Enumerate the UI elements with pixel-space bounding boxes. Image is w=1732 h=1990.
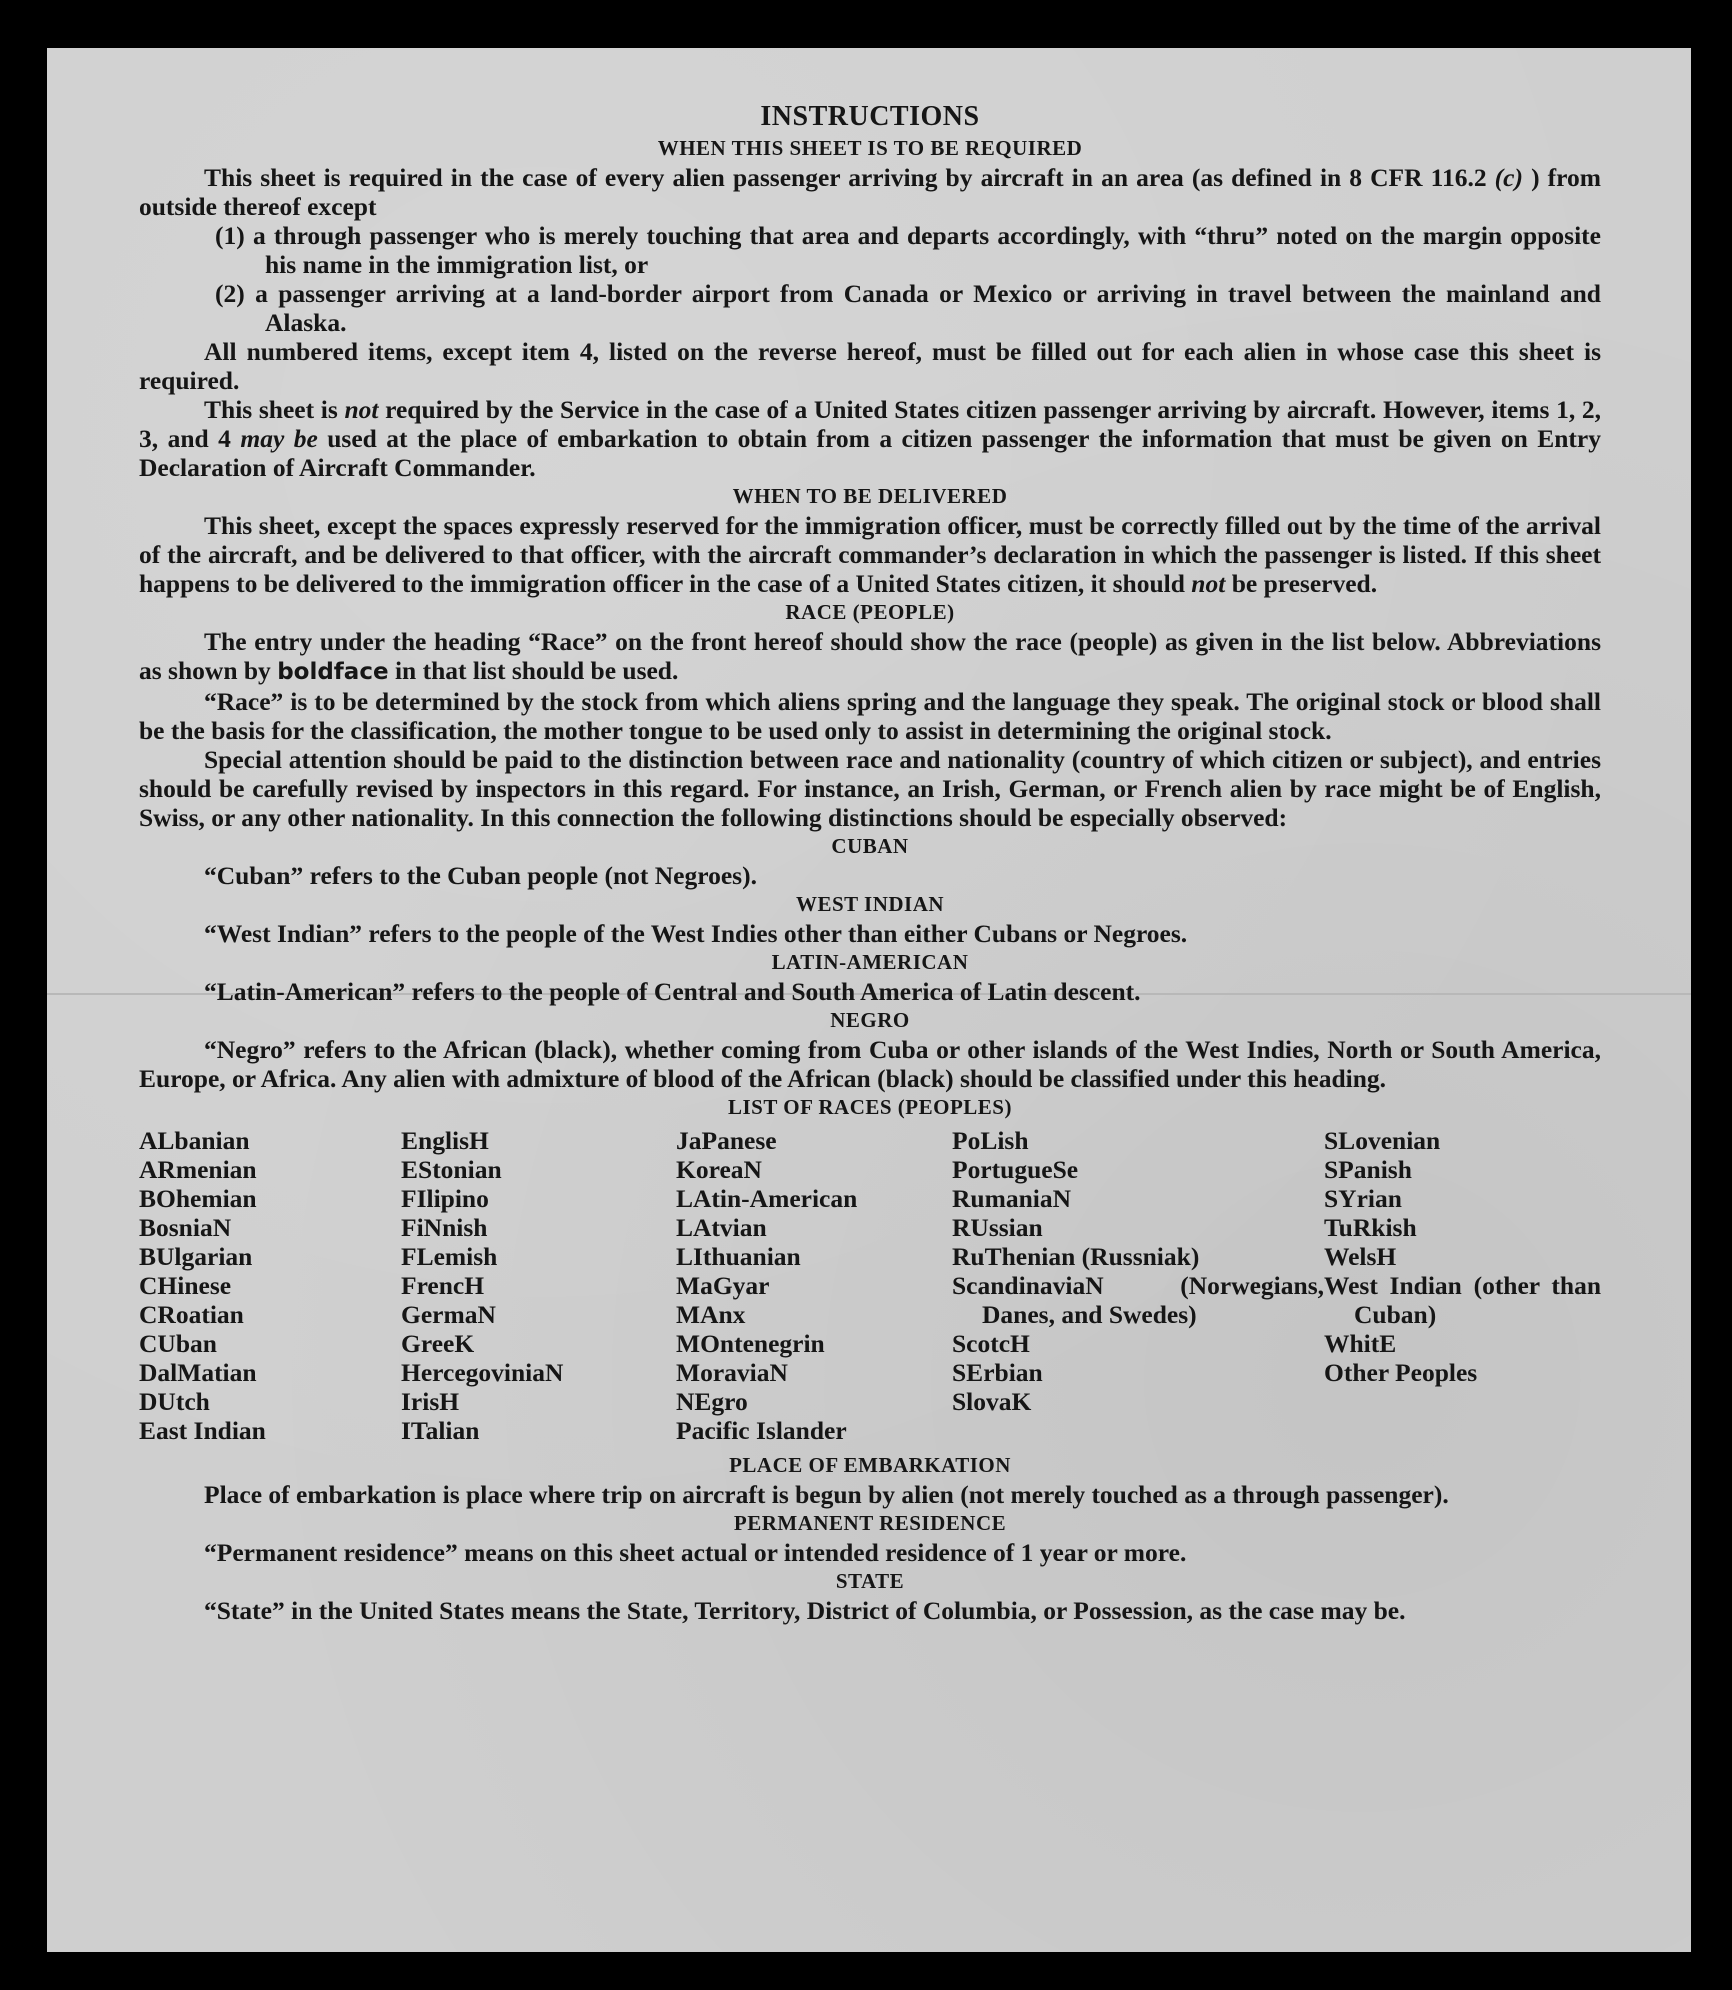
race-entry: DalMatian [139, 1358, 257, 1387]
race-entry: SlovaK [952, 1387, 1032, 1416]
text-run: Special attention should be paid to the distinction between race and nationality (country of which citizen or subject), and entries should be carefully revised by inspectors in this regard. For instance, an Irish, German, or French alien by race might be of English, Swiss, or any other nationality. In this connection the following distinctions should be especially observed: [139, 745, 1601, 832]
italic-text: (c) [1494, 163, 1523, 192]
race-entry: Pacific Islander [676, 1416, 847, 1445]
race-entry: CHinese [139, 1271, 232, 1300]
race-entry: MoraviaN [676, 1358, 788, 1387]
paragraph [139, 977, 1601, 1006]
section-heading: PERMANENT RESIDENCE [733, 1511, 1007, 1535]
race-entry: GermaN [401, 1300, 496, 1329]
race-entry: BOhemian [139, 1184, 257, 1213]
paragraph [139, 745, 1601, 832]
races-column [1324, 1126, 1601, 1445]
text-run: in that list should be used. [388, 656, 679, 685]
text-run: used at the place of embarkation to obtain from a citizen passenger the information that must be given on Entry Declaration of Aircraft Commander. [139, 424, 1601, 482]
paragraph [139, 1596, 1601, 1625]
text-run: This sheet, except the spaces expressly reserved for the immigration officer, must be correctly filled out by the time of the arrival of the aircraft, and be delivered to that officer, with the aircraft commander’s declaration in which the passenger is listed. If this sheet happens to be delivered to the immigration officer in the case of a United States citizen, it should [139, 511, 1601, 598]
section-heading: STATE [835, 1569, 905, 1593]
race-entry: MAnx [676, 1300, 746, 1329]
race-entry: FiNnish [401, 1213, 488, 1242]
section-heading: WHEN TO BE DELIVERED [732, 484, 1008, 508]
section-heading: CUBAN [831, 834, 909, 858]
race-entry: NEgro [676, 1387, 748, 1416]
race-entry: IrisH [401, 1387, 460, 1416]
paragraph [139, 1035, 1601, 1093]
paragraph [139, 511, 1601, 598]
text-run: All numbered items, except item 4, listed on the reverse hereof, must be filled out for each alien in whose case this sheet is required. [139, 337, 1601, 395]
race-entry: JaPanese [676, 1126, 777, 1155]
section-heading: RACE (PEOPLE) [785, 600, 955, 624]
race-entry: WhitE [1324, 1329, 1397, 1358]
race-entry: EnglisH [401, 1126, 489, 1155]
italic-text: not [344, 395, 379, 424]
race-entry: ScandinaviaN (Norwegians, Danes, and Swedes) [952, 1271, 1324, 1329]
sections-before-list [139, 134, 1601, 1093]
race-entry: ITalian [401, 1416, 480, 1445]
races-column [401, 1126, 676, 1445]
text-run: The entry under the heading “Race” on the front hereof should show the race (people) as given in the list below. Abbreviations as shown by [139, 627, 1601, 685]
text-run: ) from outside thereof except [139, 163, 1601, 221]
paragraph [139, 1538, 1601, 1567]
race-entry: RUssian [952, 1213, 1043, 1242]
race-entry: WelsH [1324, 1242, 1397, 1271]
race-entry: FrencH [401, 1271, 485, 1300]
race-entry: MaGyar [676, 1271, 770, 1300]
instructions-content [139, 100, 1601, 1625]
race-entry: CRoatian [139, 1300, 244, 1329]
section-heading: NEGRO [830, 1008, 910, 1032]
paragraph [139, 1480, 1601, 1509]
race-entry: East Indian [139, 1416, 266, 1445]
race-entry: TuRkish [1324, 1213, 1417, 1242]
race-entry: SLovenian [1324, 1126, 1441, 1155]
race-entry: LAtin-American [676, 1184, 858, 1213]
sections-after-list [139, 1451, 1601, 1625]
race-entry: PoLish [952, 1126, 1029, 1155]
race-entry: CUban [139, 1329, 217, 1358]
text-run: be preserved. [1225, 569, 1378, 598]
race-entry: West Indian (other than Cuban) [1324, 1271, 1601, 1329]
race-entry: LAtvian [676, 1213, 767, 1242]
race-entry: ALbanian [139, 1126, 250, 1155]
page-title: INSTRUCTIONS [760, 101, 980, 132]
race-entry: BUlgarian [139, 1242, 253, 1271]
race-entry: RuThenian (Russniak) [952, 1242, 1200, 1271]
italic-text: may be [240, 424, 318, 453]
exception-item: (2) a passenger arriving at a land-border airport from Canada or Mexico or arriving in travel between the mainland and Alaska. [215, 279, 1601, 337]
race-entry: FIlipino [401, 1184, 489, 1213]
race-entry: LIthuanian [676, 1242, 801, 1271]
race-entry: HercegoviniaN [401, 1358, 564, 1387]
exception-item: (1) a through passenger who is merely touching that area and departs accordingly, with “thru” noted on the margin opposite his name in the immigration list, or [215, 221, 1601, 279]
race-entry: SErbian [952, 1358, 1043, 1387]
text-run: “West Indian” refers to the people of the West Indies other than either Cubans or Negroes. [204, 919, 1188, 948]
text-run: “Race” is to be determined by the stock from which aliens spring and the language they speak. The original stock or blood shall be the basis for the classification, the mother tongue to be used only to assist in determining the original stock. [139, 687, 1601, 745]
text-run: “Latin-American” refers to the people of Central and South America of Latin descent. [204, 977, 1141, 1006]
italic-text: not [1191, 569, 1226, 598]
paragraph [139, 395, 1601, 482]
text-run: required by the Service in the case of a United States citizen passenger arriving by aircraft. However, items 1, 2, 3, and 4 [139, 395, 1601, 453]
text-run: “State” in the United States means the State, Territory, District of Columbia, or Possession, as the case may be. [204, 1596, 1406, 1625]
text-run: “Cuban” refers to the Cuban people (not Negroes). [204, 861, 757, 890]
section-heading: LATIN-AMERICAN [771, 950, 969, 974]
race-entry: SYrian [1324, 1184, 1402, 1213]
paragraph [139, 861, 1601, 890]
text-run: This sheet is [204, 395, 345, 424]
text-run: boldface [277, 659, 389, 685]
race-entry: FLemish [401, 1242, 498, 1271]
race-entry: BosniaN [139, 1213, 232, 1242]
race-entry: GreeK [401, 1329, 475, 1358]
race-entry: MOntenegrin [676, 1329, 825, 1358]
race-entry: ScotcH [952, 1329, 1030, 1358]
section-heading: PLACE OF EMBARKATION [729, 1453, 1011, 1477]
races-column [139, 1126, 401, 1445]
races-list [139, 1126, 1601, 1445]
section-heading: WHEN THIS SHEET IS TO BE REQUIRED [657, 136, 1083, 160]
race-entry: EStonian [401, 1155, 502, 1184]
race-entry: PortugueSe [952, 1155, 1079, 1184]
race-entry: RumaniaN [952, 1184, 1072, 1213]
races-column [676, 1126, 952, 1445]
section-heading: WEST INDIAN [795, 892, 945, 916]
race-entry: Other Peoples [1324, 1358, 1478, 1387]
race-entry: DUtch [139, 1387, 210, 1416]
paragraph [139, 337, 1601, 395]
races-heading: LIST OF RACES (PEOPLES) [728, 1095, 1012, 1119]
text-run: “Permanent residence” means on this sheet actual or intended residence of 1 year or more. [204, 1538, 1187, 1567]
race-entry: KoreaN [676, 1155, 762, 1184]
paragraph [139, 163, 1601, 221]
paragraph [139, 687, 1601, 745]
paragraph [139, 627, 1601, 687]
race-entry: ARmenian [139, 1155, 257, 1184]
races-column [952, 1126, 1324, 1445]
paragraph [139, 919, 1601, 948]
text-run: Place of embarkation is place where trip on aircraft is begun by alien (not merely touched as a through passenger). [204, 1480, 1449, 1509]
text-run: “Negro” refers to the African (black), whether coming from Cuba or other islands of the West Indies, North or South America, Europe, or Africa. Any alien with admixture of blood of the African (black) should be classified under this heading. [139, 1035, 1601, 1093]
text-run: This sheet is required in the case of every alien passenger arriving by aircraft in an area (as defined in 8 CFR 116.2 [204, 163, 1495, 192]
race-entry: SPanish [1324, 1155, 1412, 1184]
